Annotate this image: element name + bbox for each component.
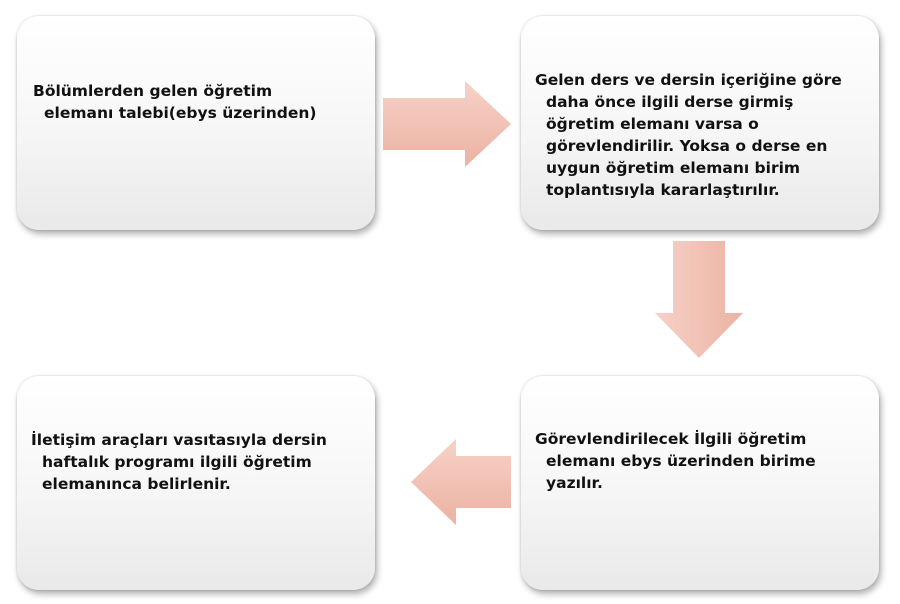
step-text-1 xyxy=(33,80,317,124)
step-3-line-2: elemanı ebys üzerinden birime xyxy=(546,452,816,470)
step-3-line-1: Görevlendirilecek İlgili öğretim xyxy=(535,430,807,448)
step-box-4 xyxy=(17,376,375,590)
step-2-line-4: görevlendirilir. Yoksa o derse en xyxy=(546,137,828,155)
step-text-2 xyxy=(535,69,842,201)
step-4-line-3: elemanınca belirlenir. xyxy=(42,475,231,493)
step-box-1 xyxy=(17,16,375,230)
step-1-line-2: elemanı talebi(ebys üzerinden) xyxy=(44,104,317,122)
step-text-4 xyxy=(31,429,327,495)
step-2-line-6: toplantısıyla kararlaştırılır. xyxy=(546,181,780,199)
step-1-line-1: Bölümlerden gelen öğretim xyxy=(33,82,273,100)
step-2-line-3: öğretim elemanı varsa o xyxy=(546,115,759,133)
step-2-line-1: Gelen ders ve dersin içeriğine göre xyxy=(535,71,842,89)
step-text-3 xyxy=(535,428,816,494)
step-2-line-5: uygun öğretim elemanı birim xyxy=(546,159,801,177)
step-2-line-2: daha önce ilgili derse girmiş xyxy=(546,93,794,111)
arrow-down-icon xyxy=(655,241,743,358)
step-4-line-2: haftalık programı ilgili öğretim xyxy=(42,453,312,471)
arrow-left-icon xyxy=(411,439,511,525)
step-4-line-1: İletişim araçları vasıtasıyla dersin xyxy=(31,431,327,449)
arrow-right-icon xyxy=(383,81,511,167)
step-3-line-3: yazılır. xyxy=(546,474,603,492)
step-box-2 xyxy=(521,16,879,230)
step-box-3 xyxy=(521,376,879,590)
